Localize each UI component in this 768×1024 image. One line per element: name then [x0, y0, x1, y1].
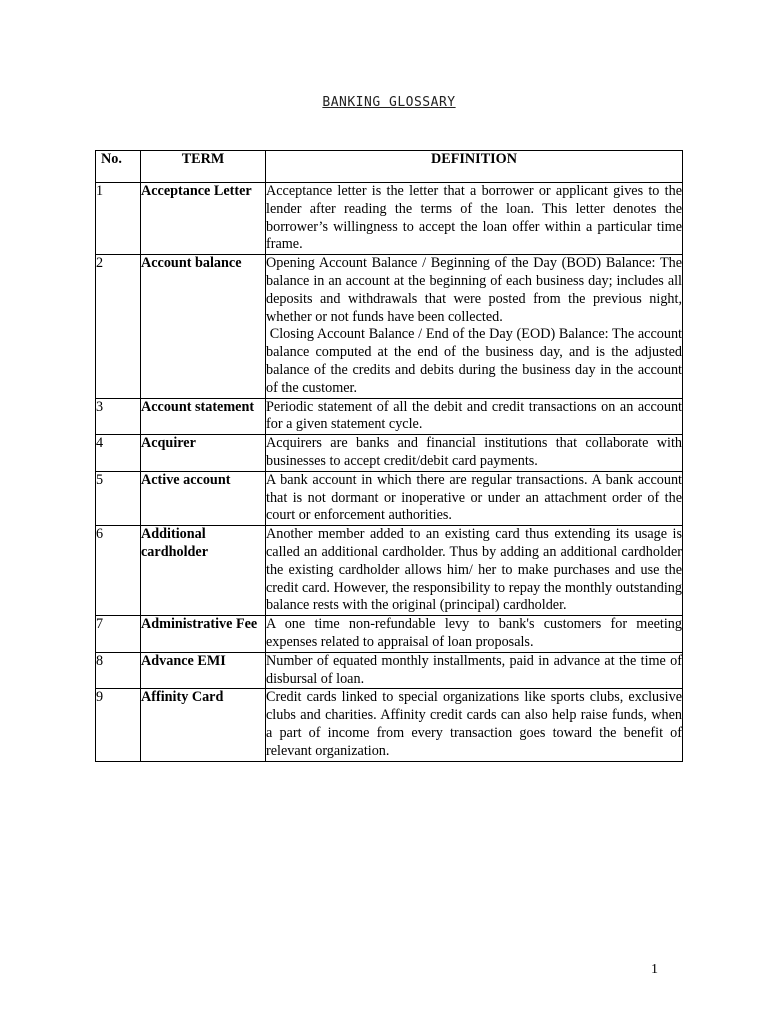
- row-term: Affinity Card: [141, 689, 266, 761]
- table-header-row: [96, 151, 683, 183]
- page-number: 1: [651, 962, 658, 977]
- row-definition: Acquirers are banks and financial institutions that collaborate with businesses to accept credit/debit card payments.: [266, 435, 683, 472]
- row-number: 4: [96, 435, 141, 472]
- row-number: 7: [96, 616, 141, 653]
- row-definition: Acceptance letter is the letter that a borrower or applicant gives to the lender after reading the terms of the loan. This letter denotes the borrower’s willingness to accept the loan offer within a particular time frame.: [266, 183, 683, 255]
- glossary-table: [95, 150, 686, 762]
- table-row: [96, 689, 683, 761]
- table-row: [96, 471, 683, 525]
- row-term: Active account: [141, 471, 266, 525]
- row-term: Account balance: [141, 255, 266, 398]
- row-definition: [266, 255, 686, 398]
- row-number: 9: [96, 689, 141, 761]
- row-number: 5: [96, 471, 141, 525]
- table-row: [96, 616, 683, 653]
- row-term: Account statement: [141, 398, 266, 435]
- table-row: [96, 435, 683, 472]
- row-number: 6: [96, 526, 141, 616]
- row-definition: A one time non-refundable levy to bank's customers for meeting expenses related to appraisal of loan proposals.: [266, 616, 683, 653]
- row-term: Acceptance Letter: [141, 183, 266, 255]
- row-definition: A bank account in which there are regular transactions. A bank account that is not dormant or inoperative or under an attachment order of the court or enforcement authorities.: [266, 471, 683, 525]
- header-definition: DEFINITION: [266, 151, 683, 183]
- row-term: Administrative Fee: [141, 616, 266, 653]
- definition-paragraph: Opening Account Balance / Beginning of the Day (BOD) Balance: The balance in an account at the beginning of each business day; includes all deposits and withdrawals that were posted from the previous night, whether or not funds have been collected.: [266, 255, 682, 325]
- row-number: 1: [96, 183, 141, 255]
- row-number: 8: [96, 652, 141, 689]
- row-number: 3: [96, 398, 141, 435]
- header-term: TERM: [141, 151, 266, 183]
- row-definition: Number of equated monthly installments, paid in advance at the time of disbursal of loan.: [266, 652, 683, 689]
- row-term: Acquirer: [141, 435, 266, 472]
- document-title: BANKING GLOSSARY: [322, 95, 456, 110]
- table-row: [96, 652, 683, 689]
- row-term: Additional cardholder: [141, 526, 266, 616]
- table-row: [96, 526, 683, 616]
- row-term: Advance EMI: [141, 652, 266, 689]
- table-row: [96, 398, 683, 435]
- row-definition: Credit cards linked to special organizations like sports clubs, exclusive clubs and charities. Affinity credit cards can also help raise funds, when a part of income from every transaction goes toward the benefit of relevant organization.: [266, 689, 683, 761]
- table-row: [96, 255, 683, 398]
- row-number: 2: [96, 255, 141, 398]
- header-no: No.: [96, 151, 141, 183]
- row-definition: Another member added to an existing card thus extending its usage is called an additional cardholder. Thus by adding an additional cardholder the existing cardholder allows him/ her to make purchases and use the credit card. However, the responsibility to repay the monthly outstanding balance rests with the original (principal) cardholder.: [266, 526, 683, 616]
- row-definition: Periodic statement of all the debit and credit transactions on an account for a given statement cycle.: [266, 398, 683, 435]
- definition-paragraph: Closing Account Balance / End of the Day (EOD) Balance: The account balance computed at the end of the business day, and is the adjusted balance of the credits and debits during the business day in the account of the customer.: [266, 326, 686, 396]
- table-row: [96, 183, 683, 255]
